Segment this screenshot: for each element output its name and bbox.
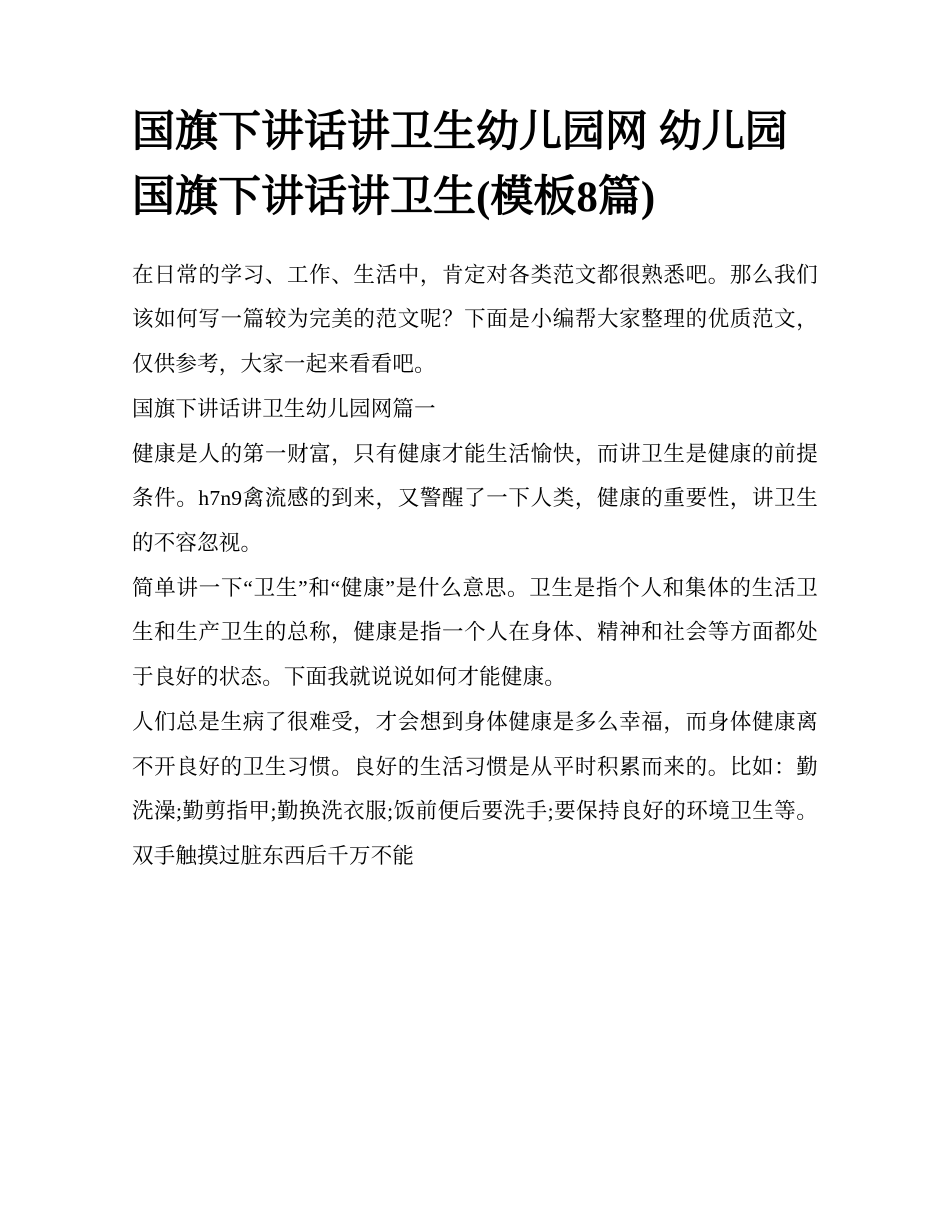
paragraph-body-3: 人们总是生病了很难受，才会想到身体健康是多么幸福，而身体健康离不开良好的卫生习惯。良好的生活习惯是从平时积累而来的。比如：勤洗澡;勤剪指甲;勤换洗衣服;饭前便后要洗手;要保持良好的环境卫生等。双手触摸过脏东西后千万不能 [132,709,818,869]
page-title: 国旗下讲话讲卫生幼儿园网 幼儿园国旗下讲话讲卫生(模板8篇) [132,109,788,222]
paragraph-body-1: 健康是人的第一财富，只有健康才能生活愉快，而讲卫生是健康的前提条件。h7n9禽流感的到来，又警醒了一下人类，健康的重要性，讲卫生的不容忽视。 [132,441,818,556]
paragraph-body-2: 简单讲一下“卫生”和“健康”是什么意思。卫生是指个人和集体的生活卫生和生产卫生的总称，健康是指一个人在身体、精神和社会等方面都处于良好的状态。下面我就说说如何才能健康。 [132,575,818,690]
paragraph-intro: 在日常的学习、工作、生活中，肯定对各类范文都很熟悉吧。那么我们该如何写一篇较为完美的范文呢？下面是小编帮大家整理的优质范文，仅供参考，大家一起来看看吧。 [132,262,818,377]
paragraph-section-heading: 国旗下讲话讲卫生幼儿园网篇一 [132,396,436,421]
